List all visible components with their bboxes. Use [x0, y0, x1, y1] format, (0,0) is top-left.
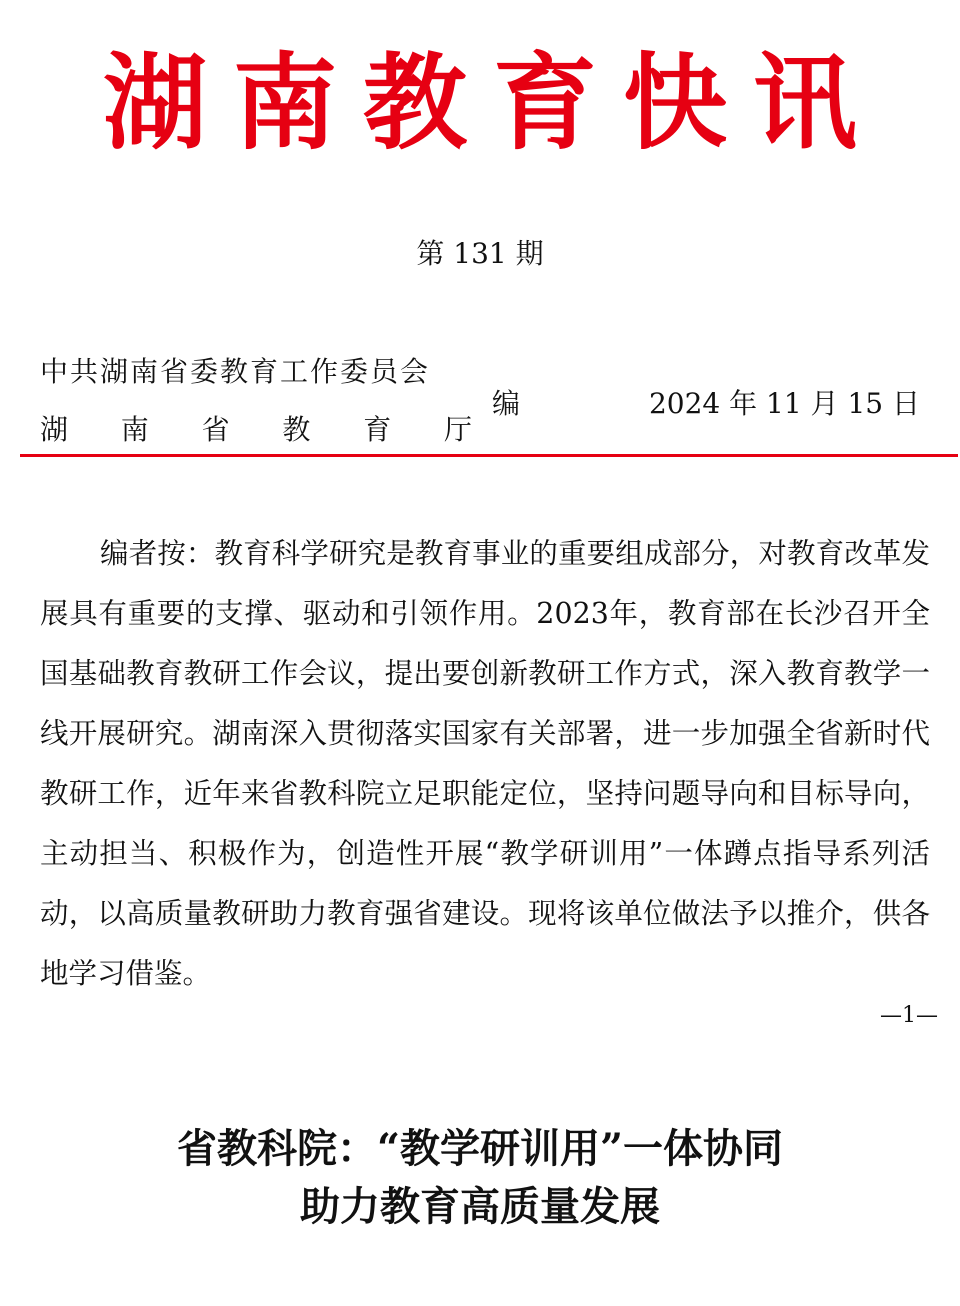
issuer-char: 育 [363, 413, 392, 446]
masthead-title: 湖南教育快讯 [102, 41, 883, 164]
issuer-block [40, 352, 472, 468]
issuer-char: 厅 [443, 413, 472, 446]
edit-label: 编 [492, 387, 521, 420]
article-title-line-1: 省教科院：“教学研训用”一体协同 [176, 1125, 783, 1172]
article-title [0, 1120, 960, 1236]
issuer-line-committee: 中共湖南省委教育工作委员会 [40, 355, 431, 388]
article-title-line-2: 助力教育高质量发展 [300, 1183, 660, 1230]
page-number: —1— [880, 1003, 938, 1028]
issuer-char: 南 [120, 413, 149, 446]
issuer-char: 省 [201, 413, 230, 446]
red-divider [20, 454, 958, 457]
editor-note: 编者按：教育科学研究是教育事业的重要组成部分，对教育改革发展具有重要的支撑、驱动和引领作用。2023年，教育部在长沙召开全国基础教育教研工作会议，提出要创新教研工作方式，深入教育教学一线开展研究。湖南深入贯彻落实国家有关部署，进一步加强全省新时代教研工作，近年来省教科院立足职能定位，坚持问题导向和目标导向，主动担当、积极作为，创造性开展“教学研训用”一体蹲点指导系列活动，以高质量教研助力教育强省建设。现将该单位做法予以推介，供各地学习借鉴。 [40, 537, 930, 990]
issuer-line-department [40, 410, 472, 468]
issuer-char: 湖 [40, 413, 69, 446]
issuer-char: 教 [282, 413, 311, 446]
publication-date: 2024 年 11 月 15 日 [648, 387, 920, 420]
issue-number: 第 131 期 [416, 237, 544, 270]
